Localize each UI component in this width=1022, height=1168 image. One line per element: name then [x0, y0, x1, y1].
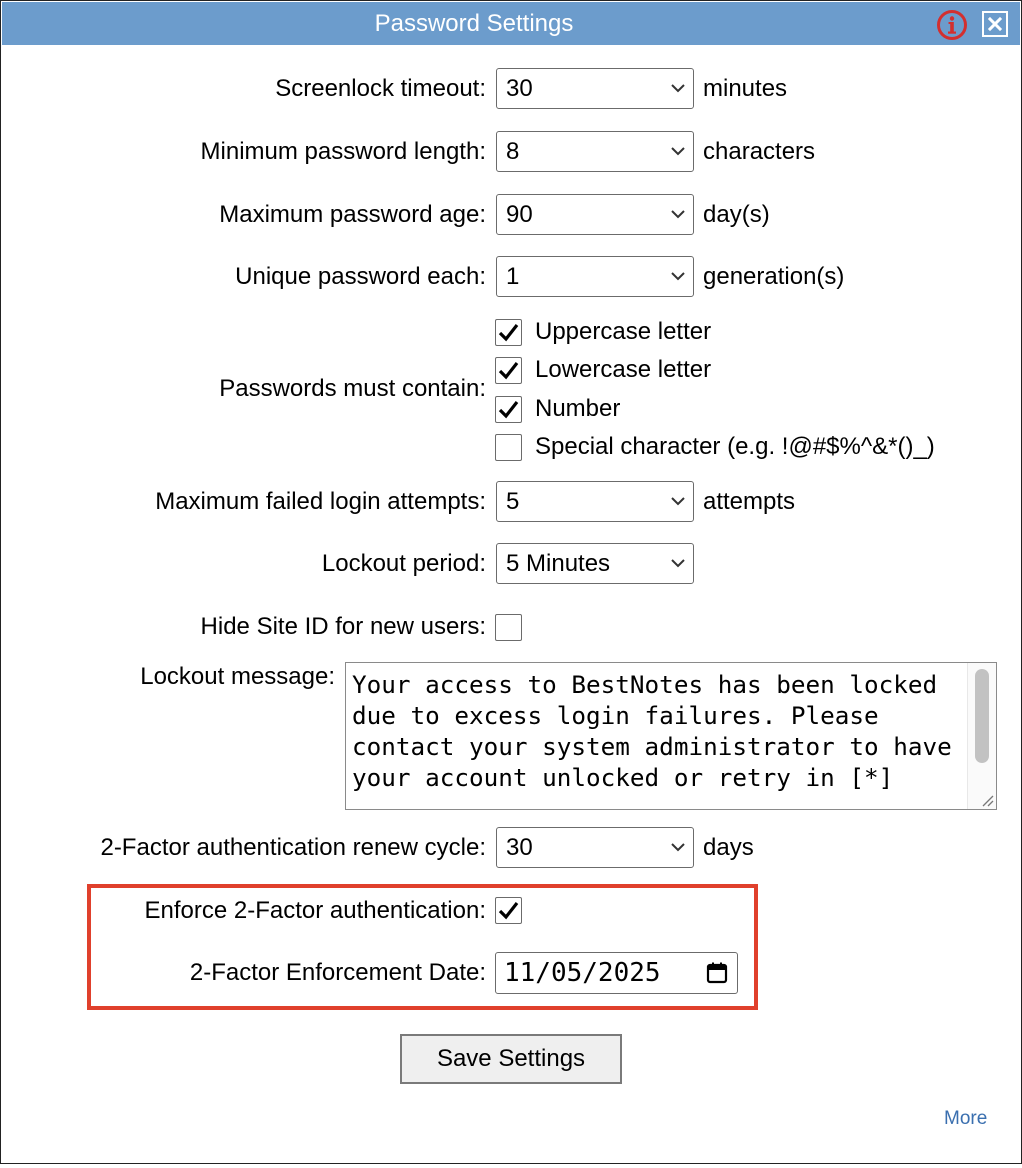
lockout-message-scrollbar[interactable]	[967, 663, 996, 809]
lockout-message-text: Your access to BestNotes has been locked due to excess login failures. Please contact your system administrator to have your account unlocked or retry in [*]	[352, 670, 967, 792]
special-character-label: Special character (e.g. !@#$%^&*()_)	[535, 433, 935, 460]
lowercase-label: Lowercase letter	[535, 356, 712, 383]
max-failed-login-label: Maximum failed login attempts:	[155, 488, 486, 515]
max-password-age-label: Maximum password age:	[219, 201, 486, 228]
lockout-period-label: Lockout period:	[321, 550, 486, 577]
checkmark-icon	[497, 399, 520, 420]
min-password-length-select[interactable]	[496, 131, 694, 172]
enforcement-date-value: 11/05/2025	[504, 958, 661, 988]
unique-password-value: 1	[506, 263, 520, 290]
unique-password-select[interactable]	[496, 256, 694, 297]
max-password-age-select[interactable]	[496, 194, 694, 235]
lockout-period-value: 5 Minutes	[506, 550, 611, 577]
chevron-down-icon	[670, 145, 686, 157]
dialog-titlebar[interactable]	[2, 2, 1020, 45]
close-button[interactable]	[982, 11, 1008, 37]
chevron-down-icon	[670, 841, 686, 853]
chevron-down-icon	[670, 270, 686, 282]
enforcement-date-label: 2-Factor Enforcement Date:	[189, 959, 486, 986]
max-password-age-value: 90	[506, 201, 533, 228]
min-password-length-value: 8	[506, 138, 520, 165]
renew-cycle-select[interactable]	[496, 827, 694, 868]
screenlock-timeout-unit: minutes	[703, 75, 788, 102]
lockout-message-textarea[interactable]	[345, 662, 997, 810]
chevron-down-icon	[670, 557, 686, 569]
hide-site-id-checkbox[interactable]	[495, 614, 522, 641]
screenlock-timeout-label: Screenlock timeout:	[275, 75, 486, 102]
enforce-2fa-label: Enforce 2-Factor authentication:	[144, 897, 486, 924]
close-icon	[987, 16, 1003, 32]
dialog-title: Password Settings	[374, 10, 574, 37]
checkmark-icon	[497, 322, 520, 343]
scrollbar-thumb[interactable]	[975, 669, 989, 763]
renew-cycle-value: 30	[506, 834, 533, 861]
min-password-length-unit: characters	[703, 138, 816, 165]
resize-grip-icon[interactable]	[980, 793, 994, 807]
more-link[interactable]: More	[944, 1108, 988, 1129]
renew-cycle-label: 2-Factor authentication renew cycle:	[100, 834, 486, 861]
max-password-age-unit: day(s)	[703, 201, 770, 228]
number-checkbox[interactable]	[495, 396, 522, 423]
uppercase-label: Uppercase letter	[535, 318, 712, 345]
chevron-down-icon	[670, 82, 686, 94]
passwords-must-contain-label: Passwords must contain:	[219, 375, 486, 402]
chevron-down-icon	[670, 208, 686, 220]
unique-password-unit: generation(s)	[703, 263, 845, 290]
unique-password-label: Unique password each:	[235, 263, 486, 290]
special-character-checkbox[interactable]	[495, 434, 522, 461]
number-label: Number	[535, 395, 621, 422]
max-failed-login-value: 5	[506, 488, 520, 515]
max-failed-login-select[interactable]	[496, 481, 694, 522]
lockout-period-select[interactable]	[496, 543, 694, 584]
save-settings-button[interactable]: Save Settings	[400, 1034, 622, 1084]
checkmark-icon	[497, 900, 520, 921]
uppercase-checkbox[interactable]	[495, 319, 522, 346]
lockout-message-label: Lockout message:	[140, 663, 335, 690]
lowercase-checkbox[interactable]	[495, 357, 522, 384]
hide-site-id-label: Hide Site ID for new users:	[200, 613, 486, 640]
screenlock-timeout-select[interactable]	[496, 68, 694, 109]
enforcement-date-input[interactable]	[495, 952, 738, 994]
max-failed-login-unit: attempts	[703, 488, 796, 515]
renew-cycle-unit: days	[703, 834, 754, 861]
chevron-down-icon	[670, 495, 686, 507]
screenlock-timeout-value: 30	[506, 75, 533, 102]
min-password-length-label: Minimum password length:	[200, 138, 486, 165]
checkmark-icon	[497, 360, 520, 381]
calendar-icon[interactable]	[706, 962, 728, 984]
info-circle-icon[interactable]	[936, 9, 968, 41]
enforce-2fa-checkbox[interactable]	[495, 897, 522, 924]
